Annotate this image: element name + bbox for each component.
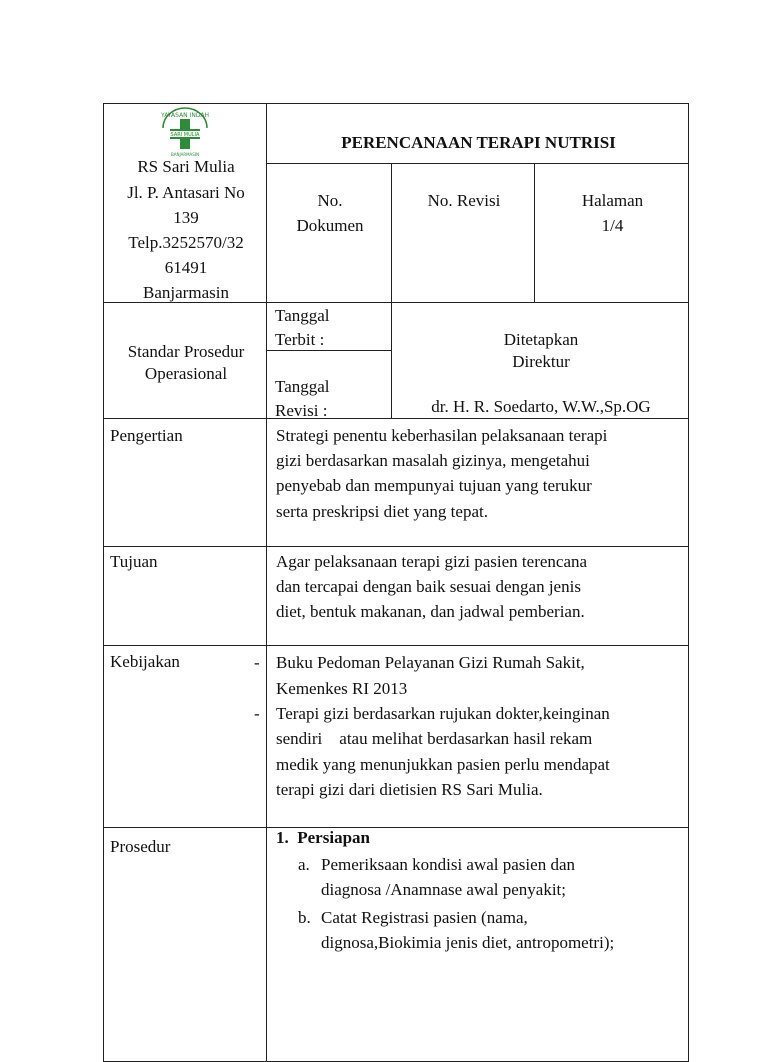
- prosedur-content-cell: [266, 827, 689, 1062]
- page-value: 1/4: [601, 216, 624, 235]
- doc-number-cell: [266, 163, 392, 303]
- text-line: gizi berdasarkan masalah gizinya, mengetahui: [276, 451, 590, 470]
- step-marker: a.: [298, 855, 310, 874]
- text-line: dignosa,Biokimia jenis diet, antropometri);: [321, 933, 615, 952]
- tujuan-label-cell: [103, 546, 267, 646]
- approval-label: Direktur: [512, 352, 570, 371]
- hospital-info-cell: [103, 103, 267, 303]
- text-line: serta preskripsi diet yang tepat.: [276, 502, 488, 521]
- text-line: diagnosa /Anamnase awal penyakit;: [321, 880, 567, 899]
- text-line: Pemeriksaan kondisi awal pasien dan: [321, 855, 575, 874]
- section-label: Kebijakan: [110, 652, 180, 671]
- text-line: Strategi penentu keberhasilan pelaksanaan terapi: [276, 426, 608, 445]
- title-cell: [266, 103, 689, 164]
- tujuan-content-cell: [266, 546, 689, 646]
- revision-date-cell: [266, 350, 392, 419]
- text-line: Buku Pedoman Pelayanan Gizi Rumah Sakit,: [276, 653, 585, 672]
- revision-date-label: Revisi :: [275, 401, 328, 420]
- page-label: Halaman: [581, 191, 644, 210]
- pengertian-content-cell: [266, 418, 689, 547]
- text-line: Catat Registrasi pasien (nama,: [321, 908, 528, 927]
- address-line: 61491: [164, 258, 208, 277]
- text-line: diet, bentuk makanan, dan jadwal pemberian.: [276, 602, 585, 621]
- director-name: dr. H. R. Soedarto, W.W.,Sp.OG: [431, 397, 651, 416]
- sop-label: Standar Prosedur: [127, 342, 245, 361]
- bullet-dash: -: [254, 704, 260, 723]
- address-line: Jl. P. Antasari No: [127, 183, 245, 202]
- section-label: Pengertian: [110, 426, 183, 445]
- section-label: Tujuan: [110, 552, 158, 571]
- text-line: sendiri atau melihat berdasarkan hasil rekam: [276, 729, 593, 748]
- address-line: 139: [173, 208, 199, 227]
- address-line: Telp.3252570/32: [128, 233, 244, 252]
- bullet-dash: -: [254, 653, 260, 672]
- revision-number-label: No. Revisi: [427, 191, 501, 210]
- pengertian-label-cell: [103, 418, 267, 547]
- prosedur-label-cell: [103, 827, 267, 1062]
- kebijakan-content-cell: [266, 645, 689, 828]
- text-line: dan tercapai dengan baik sesuai dengan jenis: [276, 577, 581, 596]
- text-line: Kemenkes RI 2013: [276, 679, 408, 698]
- text-line: Agar pelaksanaan terapi gizi pasien terencana: [276, 552, 588, 571]
- doc-number-label: No.: [317, 191, 343, 210]
- issue-date-cell: [266, 302, 392, 351]
- text-line: penyebab dan mempunyai tujuan yang terukur: [276, 476, 592, 495]
- logo-text-bottom: BANJARMASIN: [171, 152, 199, 157]
- revision-number-cell: [391, 163, 535, 303]
- sop-label-cell: [103, 302, 267, 419]
- text-line: Terapi gizi berdasarkan rujukan dokter,keinginan: [276, 704, 610, 723]
- step-marker: b.: [298, 908, 311, 927]
- hospital-logo: [157, 106, 213, 158]
- text-line: terapi gizi dari dietisien RS Sari Mulia.: [276, 780, 543, 799]
- document-title: PERENCANAAN TERAPI NUTRISI: [341, 133, 616, 152]
- sop-label: Operasional: [144, 364, 228, 383]
- section-label: Prosedur: [110, 837, 171, 856]
- approval-label: Ditetapkan: [503, 330, 579, 349]
- issue-date-label: Terbit :: [275, 330, 325, 349]
- approval-cell: [391, 302, 689, 419]
- revision-date-label: Tanggal: [275, 377, 330, 396]
- issue-date-label: Tanggal: [275, 306, 330, 325]
- procedure-heading: 1. Persiapan: [276, 828, 370, 847]
- address-line: Banjarmasin: [143, 283, 229, 302]
- text-line: medik yang menunjukkan pasien perlu mendapat: [276, 755, 610, 774]
- kebijakan-label-cell: [103, 645, 267, 828]
- logo-text-mid: SARI MULIA: [170, 132, 200, 138]
- doc-number-label: Dokumen: [296, 216, 364, 235]
- hospital-name: RS Sari Mulia: [137, 157, 235, 176]
- logo-text-top: YAYASAN INDAH: [161, 112, 209, 119]
- page-cell: [534, 163, 689, 303]
